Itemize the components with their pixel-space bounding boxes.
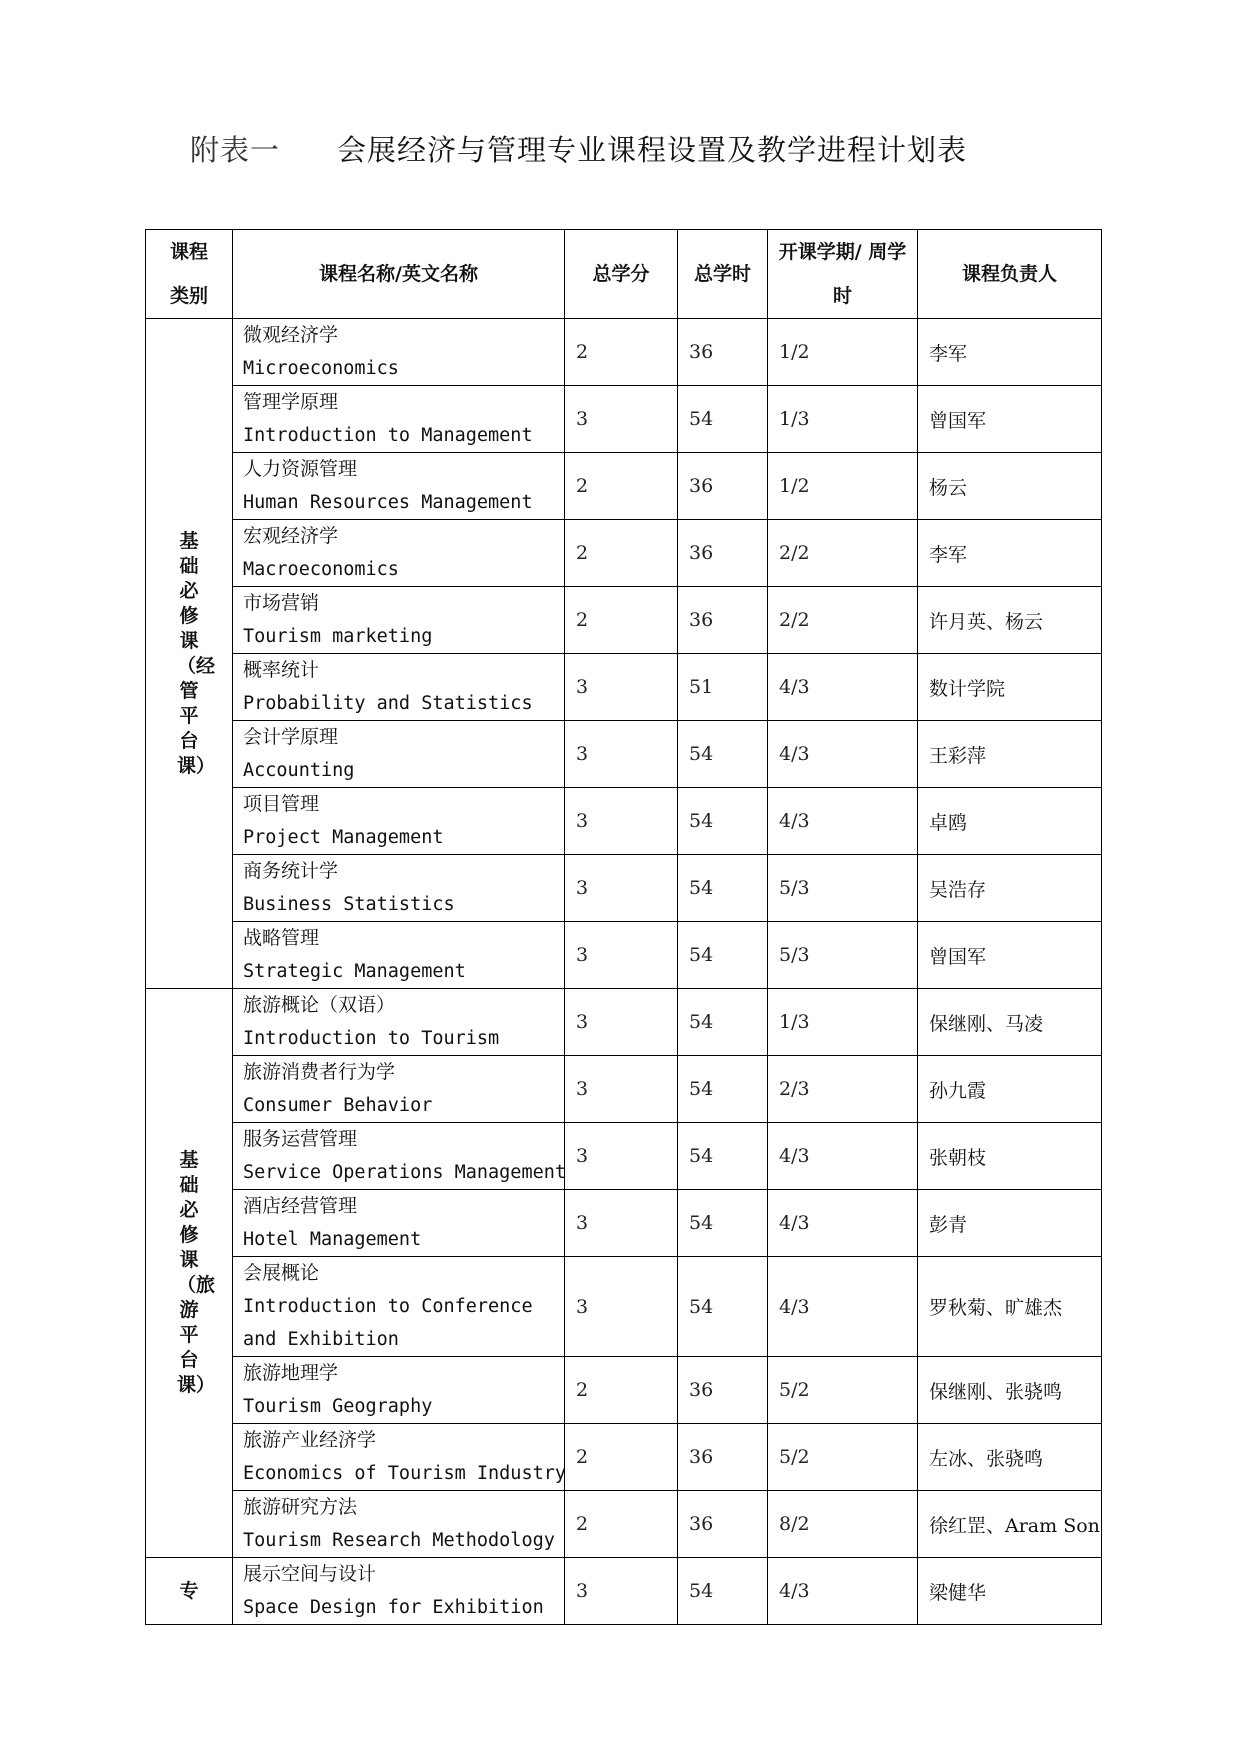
course-name-cn: 旅游研究方法 (243, 1496, 358, 1518)
table-row (146, 386, 1102, 453)
course-name-cell (233, 1056, 565, 1123)
table-row (146, 788, 1102, 855)
course-name-cell (233, 989, 565, 1056)
course-name-en: Strategic Management (243, 961, 466, 982)
title-main: 会展经济与管理专业课程设置及教学进程计划表 (337, 133, 968, 167)
hours-cell: 54 (678, 1558, 768, 1625)
course-name-en: Tourism Research Methodology (243, 1530, 555, 1551)
owner-cell: 左冰、张骁鸣 (918, 1424, 1102, 1491)
table-row (146, 1558, 1102, 1625)
course-name-en: Introduction to Tourism (243, 1028, 500, 1049)
owner-cell: 卓鸥 (918, 788, 1102, 855)
semester-cell: 4/3 (768, 1190, 918, 1257)
hours-cell: 51 (678, 654, 768, 721)
course-name-cn: 展示空间与设计 (243, 1563, 377, 1585)
course-name-en: Hotel Management (243, 1229, 422, 1250)
semester-cell: 1/3 (768, 386, 918, 453)
course-name-cell (233, 386, 565, 453)
course-name-cn: 宏观经济学 (243, 525, 339, 547)
hours-cell: 54 (678, 386, 768, 453)
course-name-cell (233, 1257, 565, 1357)
credits-cell: 3 (565, 788, 678, 855)
semester-cell: 5/2 (768, 1424, 918, 1491)
course-name-cell (233, 855, 565, 922)
course-name-en: Business Statistics (243, 894, 455, 915)
course-name-en: Service Operations Management (243, 1162, 567, 1183)
course-name-cn: 旅游消费者行为学 (243, 1061, 396, 1083)
semester-cell: 2/3 (768, 1056, 918, 1123)
semester-cell: 4/3 (768, 1257, 918, 1357)
table-row (146, 855, 1102, 922)
course-name-cn: 微观经济学 (243, 324, 339, 346)
semester-cell: 4/3 (768, 1123, 918, 1190)
document-title (0, 128, 1241, 168)
course-name-cn: 旅游产业经济学 (243, 1429, 377, 1451)
course-name-en: Macroeconomics (243, 559, 399, 580)
semester-cell: 2/2 (768, 520, 918, 587)
credits-cell: 3 (565, 989, 678, 1056)
hours-cell: 36 (678, 520, 768, 587)
credits-cell: 3 (565, 1558, 678, 1625)
owner-cell: 保继刚、马凌 (918, 989, 1102, 1056)
course-name-en: Human Resources Management (243, 492, 533, 513)
semester-cell: 2/2 (768, 587, 918, 654)
course-name-cell (233, 1123, 565, 1190)
course-name-cell (233, 587, 565, 654)
table-row (146, 721, 1102, 788)
course-name-cell (233, 319, 565, 386)
header-credits: 总学分 (565, 230, 678, 319)
category-label: 基础必修课（经管平台课） (177, 529, 216, 777)
hours-cell: 54 (678, 1056, 768, 1123)
owner-cell: 彭青 (918, 1190, 1102, 1257)
table-row (146, 520, 1102, 587)
owner-cell: 曾国军 (918, 922, 1102, 989)
course-name-en: Space Design for Exhibition (243, 1597, 544, 1618)
course-name-en: Economics of Tourism Industry (243, 1463, 567, 1484)
table-row (146, 319, 1102, 386)
hours-cell: 54 (678, 721, 768, 788)
owner-cell: 王彩萍 (918, 721, 1102, 788)
owner-cell: 梁健华 (918, 1558, 1102, 1625)
category-cell (146, 1558, 233, 1625)
hours-cell: 54 (678, 788, 768, 855)
hours-cell: 36 (678, 1357, 768, 1424)
semester-cell: 1/3 (768, 989, 918, 1056)
credits-cell: 3 (565, 654, 678, 721)
hours-cell: 54 (678, 1123, 768, 1190)
course-name-cn: 旅游地理学 (243, 1362, 339, 1384)
course-name-cn: 会计学原理 (243, 726, 339, 748)
owner-cell: 曾国军 (918, 386, 1102, 453)
owner-cell: 保继刚、张骁鸣 (918, 1357, 1102, 1424)
semester-cell: 5/3 (768, 855, 918, 922)
credits-cell: 3 (565, 922, 678, 989)
table-row (146, 1491, 1102, 1558)
owner-cell: 吴浩存 (918, 855, 1102, 922)
course-name-cell (233, 922, 565, 989)
course-name-cn: 项目管理 (243, 793, 320, 815)
course-name-cn: 服务运营管理 (243, 1128, 358, 1150)
course-name-en: Tourism marketing (243, 626, 433, 647)
credits-cell: 2 (565, 319, 678, 386)
hours-cell: 36 (678, 1491, 768, 1558)
course-name-cell (233, 1491, 565, 1558)
hours-cell: 54 (678, 1190, 768, 1257)
header-semester: 开课学期/ 周学时 (768, 230, 918, 319)
category-label: 基础必修课（旅游平台课） (177, 1149, 216, 1396)
header-category: 课程类别 (146, 230, 233, 319)
table-row (146, 989, 1102, 1056)
table-row (146, 1190, 1102, 1257)
owner-cell: 数计学院 (918, 654, 1102, 721)
semester-cell: 4/3 (768, 1558, 918, 1625)
category-label: 专 (179, 1579, 199, 1602)
hours-cell: 54 (678, 855, 768, 922)
semester-cell: 4/3 (768, 654, 918, 721)
course-table (145, 229, 1102, 1625)
table-row (146, 922, 1102, 989)
table-row (146, 1424, 1102, 1491)
credits-cell: 3 (565, 1056, 678, 1123)
credits-cell: 3 (565, 386, 678, 453)
semester-cell: 4/3 (768, 721, 918, 788)
owner-cell: 许月英、杨云 (918, 587, 1102, 654)
course-name-cn: 酒店经营管理 (243, 1195, 358, 1217)
course-name-cell (233, 721, 565, 788)
course-name-cn: 旅游概论（双语） (243, 994, 396, 1016)
owner-cell: 李军 (918, 319, 1102, 386)
table-row (146, 654, 1102, 721)
credits-cell: 3 (565, 1123, 678, 1190)
table-row (146, 453, 1102, 520)
course-name-en: Consumer Behavior (243, 1095, 433, 1116)
category-cell (146, 319, 233, 989)
table-row (146, 1056, 1102, 1123)
table-row (146, 1123, 1102, 1190)
course-name-cell (233, 1558, 565, 1625)
semester-cell: 1/2 (768, 319, 918, 386)
credits-cell: 3 (565, 721, 678, 788)
course-name-cn: 人力资源管理 (243, 458, 358, 480)
hours-cell: 54 (678, 922, 768, 989)
header-name: 课程名称/英文名称 (233, 230, 565, 319)
semester-cell: 5/3 (768, 922, 918, 989)
hours-cell: 54 (678, 1257, 768, 1357)
course-name-cell (233, 654, 565, 721)
owner-cell: 罗秋菊、旷雄杰 (918, 1257, 1102, 1357)
owner-cell: 张朝枝 (918, 1123, 1102, 1190)
course-name-en: Probability and Statistics (243, 693, 533, 714)
hours-cell: 36 (678, 453, 768, 520)
course-name-cn: 会展概论 (243, 1262, 320, 1284)
owner-cell: 孙九霞 (918, 1056, 1102, 1123)
course-name-cn: 市场营销 (243, 592, 320, 614)
course-name-en: Project Management (243, 827, 444, 848)
course-name-cn: 战略管理 (243, 927, 320, 949)
course-name-cell (233, 520, 565, 587)
credits-cell: 2 (565, 1424, 678, 1491)
semester-cell: 1/2 (768, 453, 918, 520)
title-prefix: 附表一 (190, 133, 281, 167)
course-name-en: Microeconomics (243, 358, 399, 379)
hours-cell: 36 (678, 587, 768, 654)
course-name-cell (233, 1424, 565, 1491)
credits-cell: 2 (565, 453, 678, 520)
hours-cell: 36 (678, 1424, 768, 1491)
credits-cell: 2 (565, 1491, 678, 1558)
course-name-cell (233, 1357, 565, 1424)
course-name-cn: 商务统计学 (243, 860, 339, 882)
credits-cell: 3 (565, 1190, 678, 1257)
semester-cell: 5/2 (768, 1357, 918, 1424)
course-name-en: Introduction to Conference (243, 1296, 533, 1317)
course-name-en: Accounting (243, 760, 355, 781)
course-name-en: Introduction to Management (243, 425, 533, 446)
credits-cell: 2 (565, 587, 678, 654)
table-row (146, 1357, 1102, 1424)
course-name-cell (233, 453, 565, 520)
semester-cell: 8/2 (768, 1491, 918, 1558)
semester-cell: 4/3 (768, 788, 918, 855)
course-name-en-cont: and Exhibition (243, 1329, 399, 1350)
header-owner: 课程负责人 (918, 230, 1102, 319)
credits-cell: 2 (565, 1357, 678, 1424)
owner-cell: 李军 (918, 520, 1102, 587)
credits-cell: 3 (565, 855, 678, 922)
course-name-cell (233, 788, 565, 855)
hours-cell: 36 (678, 319, 768, 386)
course-name-cn: 管理学原理 (243, 391, 339, 413)
header-row (146, 230, 1102, 319)
category-cell (146, 989, 233, 1558)
credits-cell: 2 (565, 520, 678, 587)
table-row (146, 1257, 1102, 1357)
owner-cell: 杨云 (918, 453, 1102, 520)
table-row (146, 587, 1102, 654)
header-hours: 总学时 (678, 230, 768, 319)
course-name-cn: 概率统计 (243, 659, 320, 681)
course-name-cell (233, 1190, 565, 1257)
credits-cell: 3 (565, 1257, 678, 1357)
hours-cell: 54 (678, 989, 768, 1056)
owner-cell: 徐红罡、Aram Son (918, 1491, 1102, 1558)
course-name-en: Tourism Geography (243, 1396, 433, 1417)
